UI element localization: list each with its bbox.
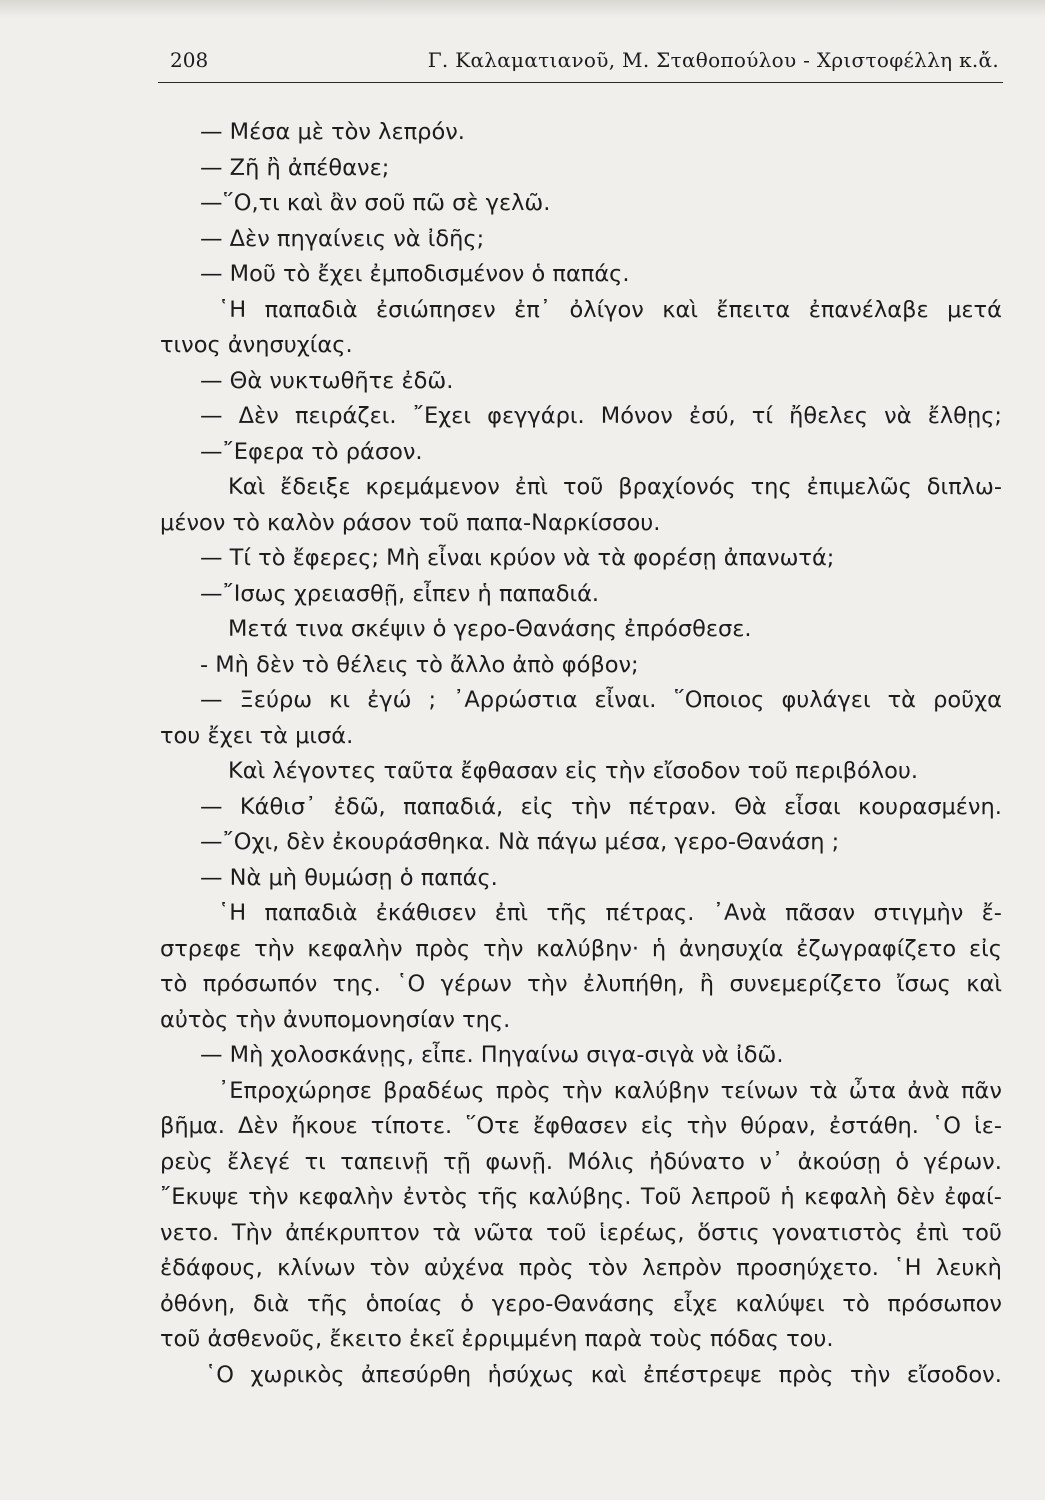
text-line: — Δὲν πηγαίνεις νὰ ἰδῆς; bbox=[200, 225, 485, 252]
text-line: — Μοῦ τὸ ἔχει ἐμποδισμένον ὁ παπάς. bbox=[200, 261, 630, 287]
text-line: ῎Εκυψε τὴν κεφαλὴν ἐντὸς τῆς καλύβης. Τοῦ λεπροῦ ἡ κεφαλὴ δὲν ἐφαί- bbox=[160, 1184, 1002, 1210]
text-line: — Ξεύρω κι ἐγώ ; ᾽Αρρώστια εἶναι. ῞Οποιος φυλάγει τὰ ροῦχα bbox=[200, 687, 1002, 713]
text-line: — Ζῆ ἢ ἀπέθανε; bbox=[200, 154, 390, 181]
text-line: —῞Ο,τι καὶ ἂν σοῦ πῶ σὲ γελῶ. bbox=[200, 190, 551, 216]
text-line: αὐτὸς τὴν ἀνυπομονησίαν της. bbox=[160, 1006, 511, 1033]
text-line: τινος ἀνησυχίας. bbox=[160, 332, 353, 358]
text-line: ρεὺς ἔλεγέ τι ταπεινῇ τῇ φωνῇ. Μόλις ἠδύνατο ν᾽ ἀκούσῃ ὁ γέρων. bbox=[160, 1148, 1002, 1175]
text-line: — Κάθισ᾽ ἐδῶ, παπαδιά, εἰς τὴν πέτραν. Θὰ εἶσαι κουρασμένη. bbox=[200, 793, 1002, 820]
running-title: Γ. Καλαματιανοῦ, Μ. Σταθοπούλου - Χριστοφέλλη κ.ἄ. bbox=[427, 48, 999, 72]
text-line: - Μὴ δὲν τὸ θέλεις τὸ ἄλλο ἀπὸ φόβον; bbox=[200, 651, 639, 678]
page-header bbox=[158, 46, 1003, 83]
page-top-shadow bbox=[0, 0, 1045, 18]
text-line: ῾Η παπαδιὰ ἐκάθισεν ἐπὶ τῆς πέτρας. ᾽Ανὰ πᾶσαν στιγμὴν ἔ- bbox=[218, 900, 1002, 926]
text-line: — Μέσα μὲ τὸν λεπρόν. bbox=[200, 119, 465, 145]
text-line: ἐδάφους, κλίνων τὸν αὐχένα πρὸς τὸν λεπρὸν προσηύχετο. ῾Η λευκὴ bbox=[160, 1255, 1002, 1281]
text-line: —῎Οχι, δὲν ἐκουράσθηκα. Νὰ πάγω μέσα, γερο-Θανάση ; bbox=[200, 829, 840, 855]
text-line: — Τί τὸ ἔφερες; Μὴ εἶναι κρύον νὰ τὰ φορέσῃ ἀπανωτά; bbox=[200, 545, 835, 571]
text-line: Μετά τινα σκέψιν ὁ γερο-Θανάσης ἐπρόσθεσε. bbox=[228, 616, 752, 642]
text-line: τὸ πρόσωπόν της. ῾Ο γέρων τὴν ἐλυπήθη, ἢ συνεμερίζετο ἴσως καὶ bbox=[160, 971, 1002, 997]
text-line: του ἔχει τὰ μισά. bbox=[160, 722, 354, 749]
text-line: μένον τὸ καλὸν ράσον τοῦ παπα-Ναρκίσσου. bbox=[160, 509, 661, 536]
text-line: —῎Ισως χρειασθῇ, εἶπεν ἡ παπαδιά. bbox=[200, 580, 600, 607]
text-line: ῾Η παπαδιὰ ἐσιώπησεν ἐπ᾽ ὀλίγον καὶ ἔπειτα ἐπανέλαβε μετά bbox=[218, 296, 1002, 323]
page-number: 208 bbox=[170, 48, 209, 72]
text-line: — Μὴ χολοσκάνῃς, εἶπε. Πηγαίνω σιγα-σιγὰ νὰ ἰδῶ. bbox=[200, 1042, 784, 1068]
text-line: — Δὲν πειράζει. ῎Εχει φεγγάρι. Μόνον ἐσύ, τί ἤθελες νὰ ἔλθῃς; bbox=[200, 403, 1002, 429]
text-line: ῾Ο χωρικὸς ἀπεσύρθη ἡσύχως καὶ ἐπέστρεψε πρὸς τὴν εἴσοδον. bbox=[205, 1361, 1002, 1388]
text-line: ὀθόνη, διὰ τῆς ὁποίας ὁ γερο-Θανάσης εἶχε καλύψει τὸ πρόσωπον bbox=[160, 1290, 1002, 1317]
text-line: Καὶ ἔδειξε κρεμάμενον ἐπὶ τοῦ βραχίονός της ἐπιμελῶς διπλω- bbox=[228, 474, 1002, 500]
text-line: τοῦ ἀσθενοῦς, ἔκειτο ἐκεῖ ἐρριμμένη παρὰ τοὺς πόδας του. bbox=[160, 1326, 834, 1352]
text-line: —῎Εφερα τὸ ράσον. bbox=[200, 438, 423, 465]
text-line: ᾽Επροχώρησε βραδέως πρὸς τὴν καλύβην τείνων τὰ ὦτα ἀνὰ πᾶν bbox=[218, 1077, 1002, 1104]
text-line: νετο. Τὴν ἀπέκρυπτον τὰ νῶτα τοῦ ἱερέως, ὅστις γονατιστὸς ἐπὶ τοῦ bbox=[160, 1219, 1002, 1246]
text-line: βῆμα. Δὲν ἤκουε τίποτε. ῞Οτε ἔφθασεν εἰς τὴν θύραν, ἐστάθη. ῾Ο ἱε- bbox=[160, 1113, 1002, 1139]
body-text bbox=[160, 115, 1002, 1393]
text-line: Καὶ λέγοντες ταῦτα ἔφθασαν εἰς τὴν εἴσοδον τοῦ περιβόλου. bbox=[228, 758, 919, 784]
text-line: — Νὰ μὴ θυμώσῃ ὁ παπάς. bbox=[200, 864, 498, 891]
text-line: — Θὰ νυκτωθῆτε ἐδῶ. bbox=[200, 367, 454, 394]
text-line: στρεφε τὴν κεφαλὴν πρὸς τὴν καλύβην· ἡ ἀνησυχία ἐζωγραφίζετο εἰς bbox=[160, 935, 1002, 962]
